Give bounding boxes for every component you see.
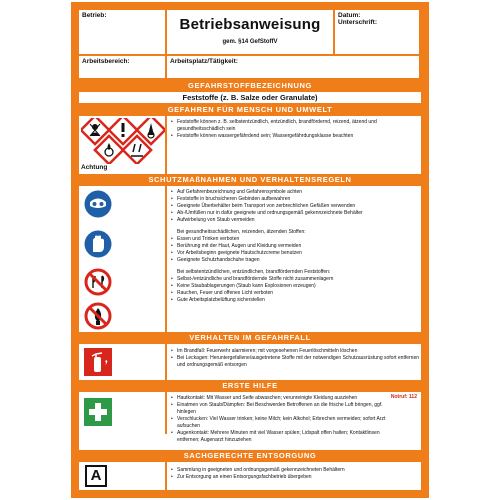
- hazard-icons: [79, 116, 167, 174]
- list-item: • Feststoffe können wassergefährdend sein; Wassergefährdungsklasse beachten: [171, 133, 419, 140]
- gloves-icon: [84, 230, 112, 258]
- emergency-row: [79, 344, 421, 380]
- protection-row: [79, 186, 421, 332]
- no-open-flame-icon: [84, 302, 112, 330]
- betrieb-label: Betrieb:: [82, 12, 107, 19]
- sheet-content: [79, 10, 421, 490]
- firstaid-icons: [79, 392, 167, 434]
- firstaid-row: [79, 392, 421, 443]
- disposal-icons: [79, 462, 167, 490]
- ghs-pictograms-icon: [81, 118, 165, 164]
- list-item: • Bei Leckagen: Heruntergefallene/ausgetretene Stoffe mit der notwendigen Schutzausrüstung sofort entfernen und ordnungsgemäß entsorgen: [171, 355, 419, 369]
- arbeitsbereich-cell: [79, 56, 167, 80]
- section-bar-hazards: GEFAHREN FÜR MENSCH UND UMWELT: [79, 104, 421, 116]
- first-aid-icon: [84, 398, 112, 426]
- section-bar-protection: SCHUTZMAßNAHMEN UND VERHALTENSREGELN: [79, 174, 421, 186]
- list-item: • Augenkontakt: Mehrere Minuten mit viel Wasser spülen; Lidspalt offen halten; Kontaktlinsen entfernen; Augenarzt hinzuziehen: [171, 430, 393, 444]
- list-item: • Selbst-/entzündliche und brandfördernde Stoffe nicht zusammenlagern: [171, 276, 419, 283]
- datum-label: Datum:: [338, 12, 361, 19]
- list-item: • Gute Arbeitsplatzbelüftung sicherstellen: [171, 297, 419, 304]
- list-item: • Rauchen, Feuer und offenes Licht verboten: [171, 290, 419, 297]
- hazards-list: [171, 119, 419, 140]
- protection-list: [171, 189, 419, 304]
- header: [79, 10, 421, 80]
- list-item: • Geeignete Schutzhandschuhe tragen: [171, 257, 419, 264]
- emergency-number: Notruf: 112: [390, 394, 417, 400]
- unterschrift-label: Unterschrift:: [338, 19, 378, 26]
- list-item: • Aufwirbelung von Staub vermeiden: [171, 217, 419, 224]
- hazards-row: [79, 116, 421, 174]
- section-bar-firstaid: ERSTE HILFE: [79, 380, 421, 392]
- list-item: • Hautkontakt: Mit Wasser und Seife abwaschen; verunreinigte Kleidung ausziehen: [171, 395, 393, 402]
- group-intro: Bei selbstentzündlichen, entzündlichen, brandfördernden Feststoffen:: [177, 269, 331, 275]
- list-item: • Feststoffe in bruchsicheren Gebinden aufbewahren: [171, 196, 419, 203]
- disposal-list: [171, 467, 419, 481]
- fire-extinguisher-icon: [84, 348, 112, 376]
- emergency-list: [171, 348, 419, 369]
- list-item: • Zur Entsorgung an einen Entsorgungsfachbetrieb übergeben: [171, 474, 419, 481]
- firstaid-list: [171, 395, 393, 444]
- emergency-icons: [79, 344, 167, 380]
- substance-name: Feststoffe (z. B. Salze oder Granulate): [79, 92, 421, 104]
- page-subtitle: gem. §14 GefStoffV: [222, 39, 278, 45]
- list-item: • Vor Arbeitsbeginn geeignete Hautschutzcreme benutzen: [171, 250, 419, 257]
- disposal-letter-icon: A: [85, 465, 107, 487]
- list-item: • Im Brandfall: Feuerwehr alarmieren; mit vorgesehenen Feuerlöschmitteln löschen: [171, 348, 419, 355]
- group-intro: Bei gesundheitsschädlichen, reizenden, ätzenden Stoffen:: [177, 229, 306, 235]
- list-item: • Essen und Trinken verboten: [171, 236, 419, 243]
- disposal-row: [79, 462, 421, 490]
- list-item: • Keine Staubablagerungen (Staub kann Explosionen erzeugen): [171, 283, 419, 290]
- list-item: • Geeignete Überbehälter beim Transport von zerbrechlichen Gefäßen verwenden: [171, 203, 419, 210]
- list-item: • Auf Gefahrenbezeichnung und Gefahrensymbole achten: [171, 189, 419, 196]
- list-item: • Ab-/Umfüllen nur in dafür geeignete und ordnungsgemäß gekennzeichnete Behälter: [171, 210, 419, 217]
- no-eating-icon: [84, 268, 112, 296]
- arbeitsplatz-label: Arbeitsplatz/Tätigkeit:: [170, 58, 238, 65]
- protection-icons: [79, 186, 167, 332]
- list-item: • Verschlucken: Viel Wasser trinken; keine Milch; kein Alkohol; Erbrechen vermeiden; sofort Arzt aufsuchen: [171, 416, 393, 430]
- arbeitsbereich-label: Arbeitsbereich:: [82, 58, 130, 65]
- instruction-sheet: [71, 2, 429, 498]
- datum-cell: [335, 10, 421, 56]
- list-item: • Sammlung in geeigneten und ordnungsgemäß gekennzeichneten Behältern: [171, 467, 419, 474]
- signal-word: Achtung: [81, 164, 108, 171]
- betrieb-cell: [79, 10, 167, 56]
- list-item: • Feststoffe können z. B. selbstentzündlich, entzündlich, brandfördernd, reizend, ätzend und gesundheitsschädlich sein: [171, 119, 419, 133]
- arbeitsplatz-cell: [167, 56, 421, 80]
- eye-protection-icon: [84, 190, 112, 218]
- title-cell: [167, 10, 335, 56]
- section-bar-substance: GEFAHRSTOFFBEZEICHNUNG: [79, 80, 421, 92]
- section-bar-disposal: SACHGERECHTE ENTSORGUNG: [79, 450, 421, 462]
- list-item: • Einatmen von Staub/Dämpfen: Bei Beschwerden Betroffenen an die frische Luft bringen, ggf. hinlegen: [171, 402, 393, 416]
- section-bar-emergency: VERHALTEN IM GEFAHRFALL: [79, 332, 421, 344]
- list-item: • Berührung mit der Haut, Augen und Kleidung vermeiden: [171, 243, 419, 250]
- page-title: Betriebsanweisung: [179, 16, 321, 33]
